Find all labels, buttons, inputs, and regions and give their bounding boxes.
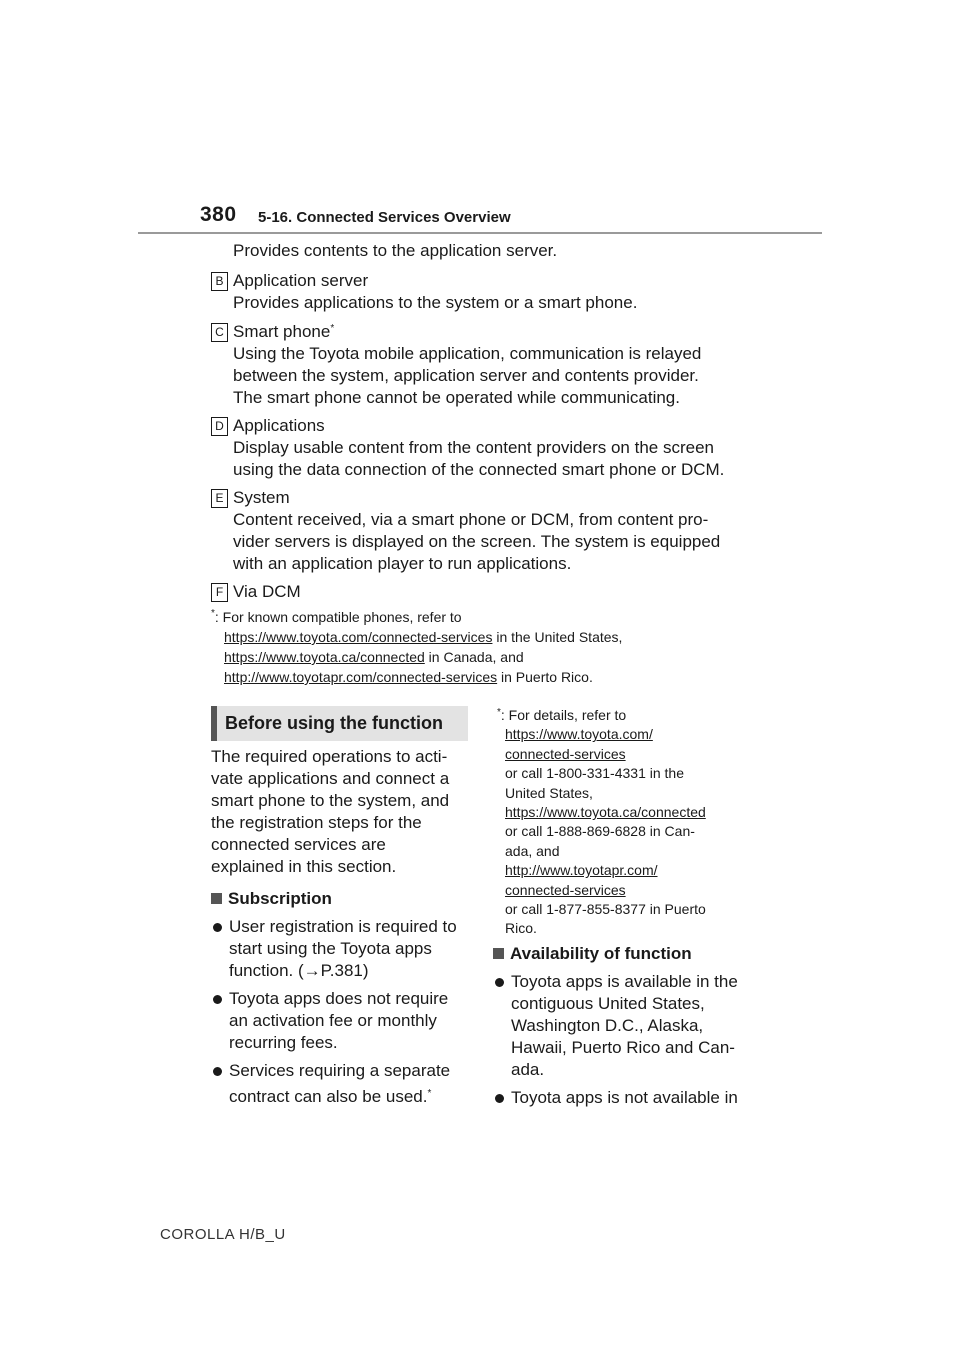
footnote-text: ada, and bbox=[505, 842, 560, 859]
footnote-text: Rico. bbox=[505, 920, 537, 937]
item-line: with an application player to run applications. bbox=[233, 554, 572, 573]
footnote-text: in Puerto Rico. bbox=[497, 669, 593, 685]
footnote-marker: * bbox=[211, 608, 215, 619]
footnote-marker: * bbox=[330, 323, 335, 334]
list-item: Toyota apps does not require an activation fee or monthly recurring fees. bbox=[211, 988, 476, 1054]
item-letter: C bbox=[211, 323, 228, 342]
paragraph-line: vate applications and connect a bbox=[211, 769, 450, 788]
paragraph-line: connected services are bbox=[211, 835, 386, 854]
footnote-marker: * bbox=[427, 1088, 432, 1099]
item-letter: E bbox=[211, 489, 228, 508]
right-column bbox=[493, 943, 758, 1109]
header-divider bbox=[138, 232, 822, 234]
footer-model: COROLLA H/B_U bbox=[160, 1226, 286, 1243]
footnote-details bbox=[497, 706, 757, 939]
footnote-text: or call 1-888-869-6828 in Can- bbox=[505, 823, 695, 840]
item-line: between the system, application server and contents provider. bbox=[233, 366, 699, 385]
item-line: Provides applications to the system or a smart phone. bbox=[233, 293, 638, 312]
bullet-icon bbox=[495, 978, 504, 987]
square-bullet-icon bbox=[211, 893, 222, 904]
section-title: 5-16. Connected Services Overview bbox=[258, 209, 511, 226]
bullet-icon bbox=[213, 995, 222, 1004]
list-item: User registration is required to start using the Toyota apps function. (→P.381) bbox=[211, 916, 476, 982]
item-line: Content received, via a smart phone or DCM, from content pro- bbox=[233, 510, 709, 529]
footnote-text: in the United States, bbox=[492, 629, 623, 645]
footnote-text: United States, bbox=[505, 784, 593, 801]
item-title: Applications bbox=[233, 416, 325, 435]
item-title: Via DCM bbox=[233, 582, 301, 601]
item-line: Using the Toyota mobile application, communication is relayed bbox=[233, 344, 702, 363]
link-toyota-pr[interactable]: http://www.toyotapr.com/ bbox=[505, 862, 658, 879]
link-toyota-ca[interactable]: https://www.toyota.ca/connected bbox=[505, 804, 706, 821]
bullet-icon bbox=[213, 1067, 222, 1076]
item-line: using the data connection of the connected smart phone or DCM. bbox=[233, 460, 725, 479]
paragraph-line: explained in this section. bbox=[211, 857, 397, 876]
item-letter: F bbox=[211, 583, 228, 602]
footnote-text: in Canada, and bbox=[424, 649, 524, 665]
item-letter: B bbox=[211, 272, 228, 291]
availability-heading: Availability of function bbox=[493, 943, 758, 965]
footnote-text: or call 1-877-855-8377 in Puerto bbox=[505, 901, 706, 918]
footnote-compatible-phones bbox=[211, 607, 622, 687]
item-title: Application server bbox=[233, 271, 369, 290]
link-toyota-ca[interactable]: https://www.toyota.ca/connected bbox=[224, 649, 425, 665]
subscription-heading: Subscription bbox=[211, 888, 476, 910]
bullet-icon bbox=[213, 923, 222, 932]
link-toyota-us[interactable]: https://www.toyota.com/ bbox=[505, 726, 653, 743]
item-line: vider servers is displayed on the screen. The system is equipped bbox=[233, 532, 721, 551]
square-bullet-icon bbox=[493, 948, 504, 959]
footnote-text: : For known compatible phones, refer to bbox=[214, 609, 462, 625]
list-item: Toyota apps is available in the contiguous United States, Washington D.C., Alaska, Hawaii, Puerto Rico and Can- ada. bbox=[493, 971, 758, 1081]
paragraph-line: the registration steps for the bbox=[211, 813, 422, 832]
paragraph-line: The required operations to acti- bbox=[211, 747, 448, 766]
link-toyota-pr[interactable]: http://www.toyotapr.com/connected-services bbox=[224, 669, 498, 685]
footnote-text: or call 1-800-331-4331 in the bbox=[505, 765, 685, 782]
item-title: System bbox=[233, 488, 290, 507]
link-toyota-pr-cont[interactable]: connected-services bbox=[505, 881, 626, 898]
item-letter: D bbox=[211, 417, 228, 436]
left-column bbox=[211, 746, 476, 1108]
before-using-heading: Before using the function bbox=[211, 706, 468, 741]
page-number: 380 bbox=[200, 203, 237, 226]
link-toyota-us-cont[interactable]: connected-services bbox=[505, 745, 626, 762]
item-title: Smart phone bbox=[233, 322, 331, 341]
footnote-text: : For details, refer to bbox=[500, 707, 627, 723]
item-line: The smart phone cannot be operated while communicating. bbox=[233, 388, 680, 407]
bullet-icon bbox=[495, 1094, 504, 1103]
list-item: Services requiring a separate contract can also be used.* bbox=[211, 1060, 476, 1108]
list-item: Toyota apps is not available in bbox=[493, 1087, 758, 1109]
item-line: Display usable content from the content providers on the screen bbox=[233, 438, 714, 457]
intro-line: Provides contents to the application server. bbox=[233, 241, 558, 260]
paragraph-line: smart phone to the system, and bbox=[211, 791, 450, 810]
footnote-marker: * bbox=[497, 707, 501, 718]
link-toyota-us[interactable]: https://www.toyota.com/connected-services bbox=[224, 629, 493, 645]
